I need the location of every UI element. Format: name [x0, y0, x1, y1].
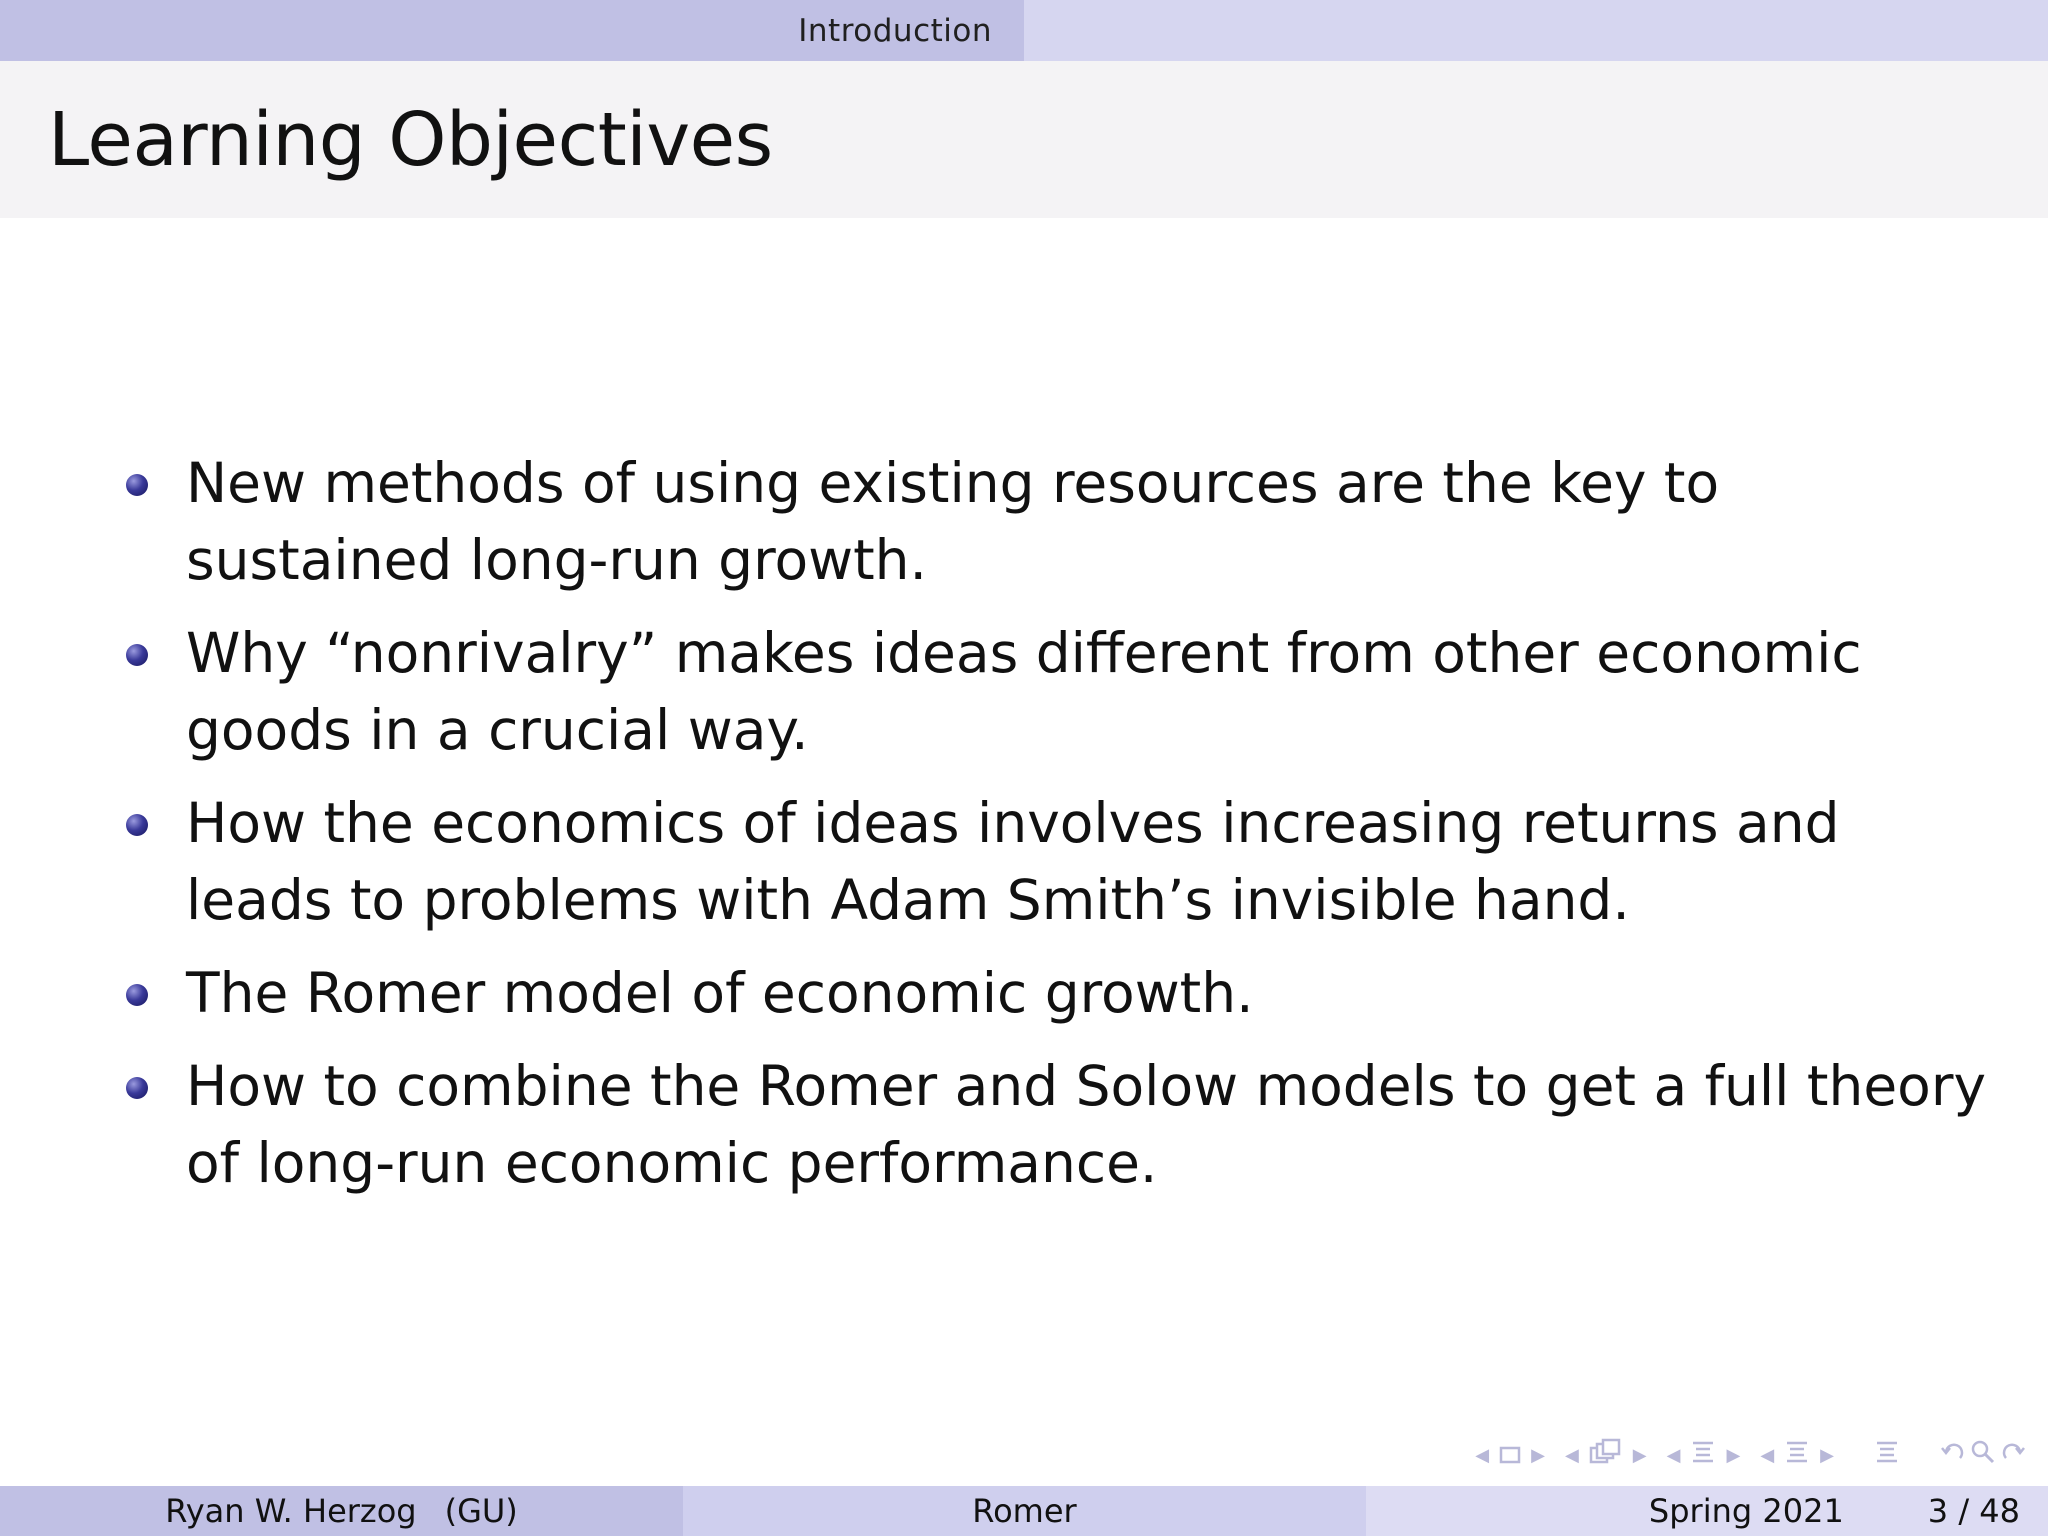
list-item-text: How the economics of ideas involves increasing returns and leads to problems with Adam Smith’s invisible hand. — [186, 791, 1840, 932]
section-prev-icon[interactable]: ◀ — [1666, 1445, 1681, 1466]
page-number: 3 / 48 — [1927, 1492, 2020, 1530]
back-icon[interactable] — [1940, 1439, 1966, 1472]
section-next-icon[interactable]: ▶ — [1726, 1445, 1741, 1466]
list-item — [122, 955, 2002, 1032]
headline-left — [0, 0, 1024, 61]
list-item — [122, 445, 2002, 599]
list-item-text: New methods of using existing resources are the key to sustained long-run growth. — [186, 451, 1720, 592]
footer-institute: (GU) — [444, 1492, 518, 1530]
footer-title-box — [683, 1486, 1366, 1536]
slide-title: Learning Objectives — [48, 96, 773, 183]
section-icon[interactable] — [1690, 1439, 1716, 1472]
part-next-icon[interactable]: ▶ — [1820, 1445, 1834, 1466]
list-item-text: Why “nonrivalry” makes ideas different from other economic goods in a crucial way. — [186, 621, 1862, 762]
headline-bar — [0, 0, 2048, 61]
bullet-icon — [126, 644, 148, 666]
footer-author: Ryan W. Herzog — [165, 1492, 417, 1530]
footline-bar — [0, 1486, 2048, 1536]
list-item-text: The Romer model of economic growth. — [186, 961, 1254, 1025]
frame-prev-icon[interactable]: ◀ — [1475, 1445, 1490, 1466]
footer-date-box — [1366, 1486, 2048, 1536]
subsection-prev-icon[interactable]: ◀ — [1564, 1445, 1579, 1466]
bullet-icon — [126, 984, 148, 1006]
part-prev-icon[interactable]: ◀ — [1760, 1445, 1775, 1466]
toc-icon[interactable] — [1874, 1439, 1900, 1472]
list-item — [122, 615, 2002, 769]
footer-short-title: Romer — [972, 1492, 1077, 1530]
bullet-icon — [126, 814, 148, 836]
footer-date: Spring 2021 — [1648, 1492, 1844, 1530]
forward-icon[interactable] — [2000, 1439, 2026, 1472]
list-item-text: How to combine the Romer and Solow models to get a full theory of long-run economic performance. — [186, 1054, 1986, 1195]
frame-title-band — [0, 61, 2048, 218]
navigation-symbols — [1461, 1438, 2026, 1473]
bullet-icon — [126, 474, 148, 496]
search-icon[interactable] — [1970, 1439, 1996, 1472]
part-icon[interactable] — [1784, 1439, 1810, 1472]
subsection-icon[interactable] — [1589, 1438, 1623, 1473]
list-item — [122, 785, 2002, 939]
objectives-list — [122, 445, 2002, 1218]
headline-right — [1024, 0, 2048, 61]
section-link[interactable]: Introduction — [798, 12, 992, 49]
list-item — [122, 1048, 2002, 1202]
subsection-next-icon[interactable]: ▶ — [1632, 1445, 1647, 1466]
footer-author-box — [0, 1486, 683, 1536]
bullet-icon — [126, 1077, 148, 1099]
frame-icon[interactable] — [1499, 1441, 1521, 1471]
frame-next-icon[interactable]: ▶ — [1531, 1445, 1545, 1466]
